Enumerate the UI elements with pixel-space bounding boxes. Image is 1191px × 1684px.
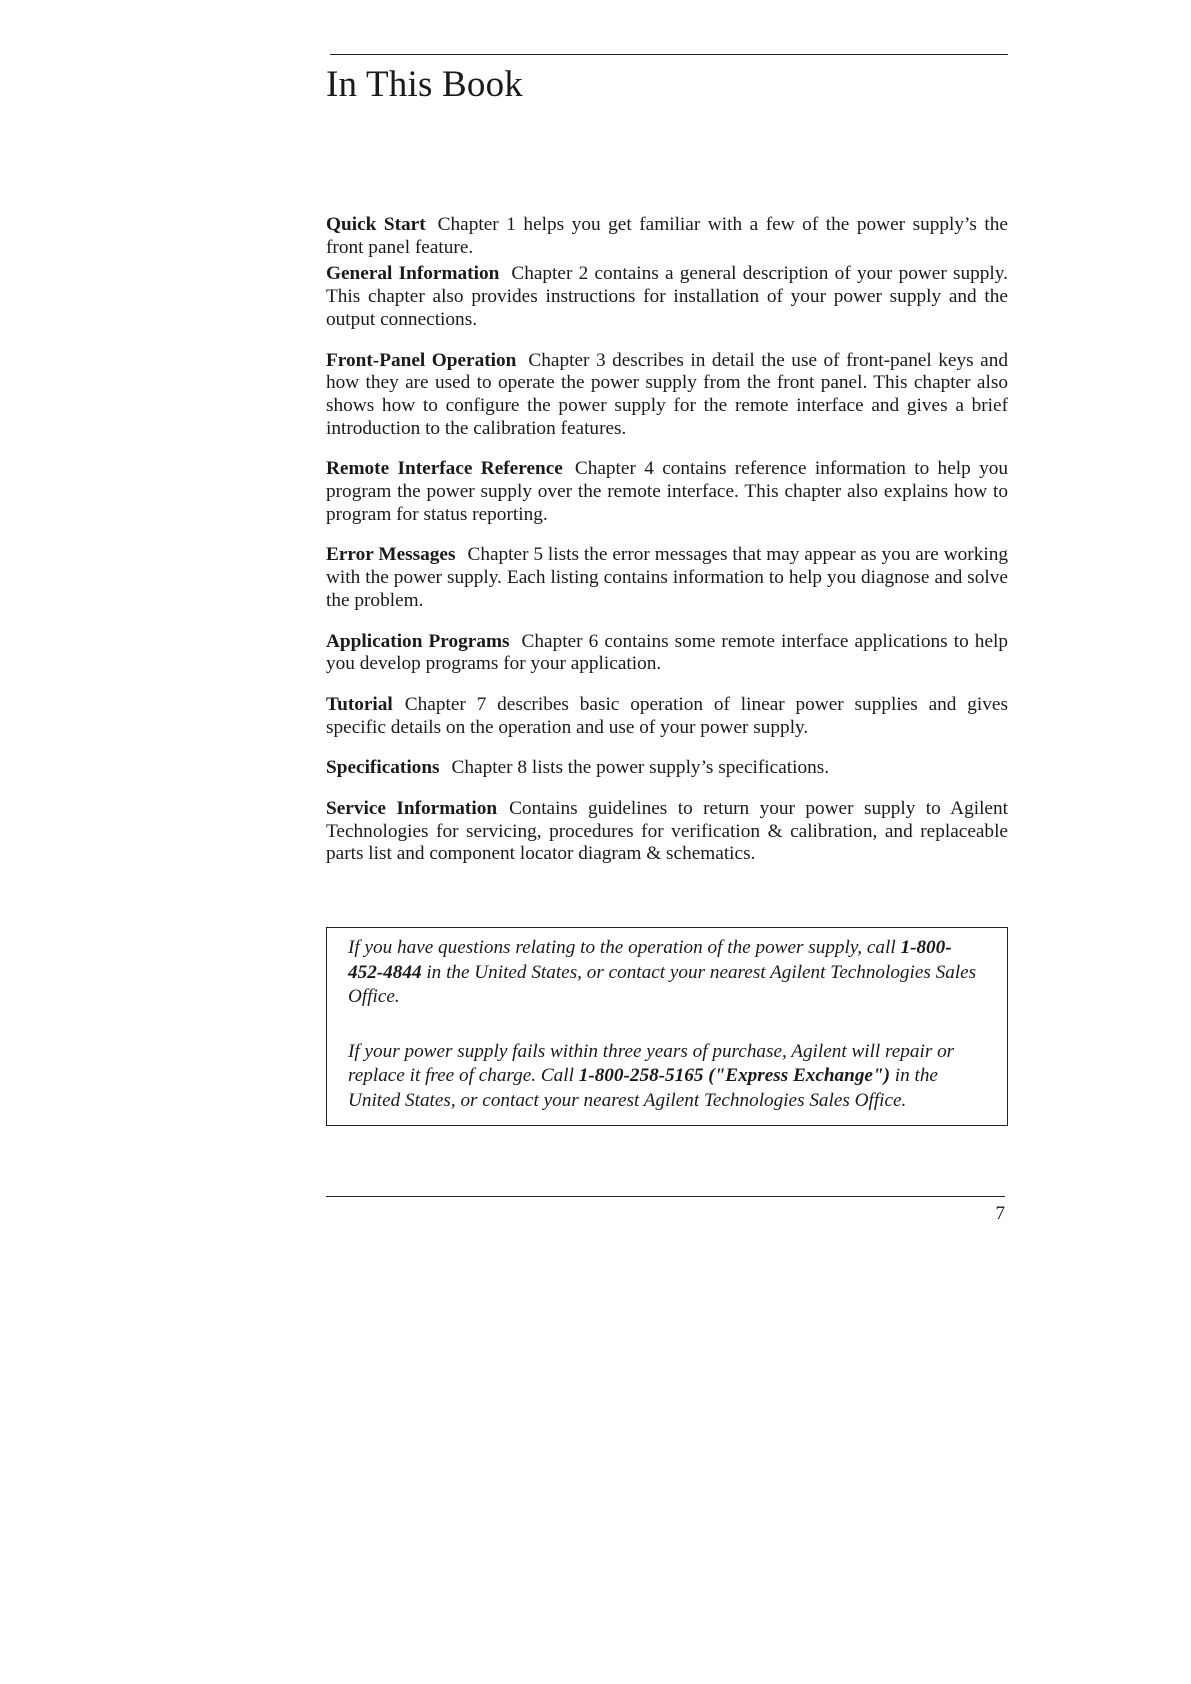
chapter-entry-error-messages bbox=[326, 544, 1008, 612]
note-text: If your power supply fails within three years of purchase, Agilent will repair or replace it free of charge. Call bbox=[348, 1040, 955, 1086]
entry-description: Chapter 5 lists the error messages that may appear as you are working with the power supply. Each listing contains information to help you diagnose and solve the problem. bbox=[326, 544, 1008, 611]
entry-description: Chapter 7 describes basic operation of linear power supplies and gives specific details on the operation and use of your power supply. bbox=[326, 693, 1008, 738]
entry-term: Specifications bbox=[326, 757, 440, 779]
entry-term: Tutorial bbox=[326, 693, 393, 715]
chapter-entry-application-programs bbox=[326, 631, 1008, 676]
support-phone-number: 1-800-452-4844 bbox=[348, 937, 952, 983]
note-text: If you have questions relating to the operation of the power supply, call bbox=[348, 937, 901, 958]
chapter-entry-tutorial bbox=[326, 694, 1008, 739]
warranty-repair-note bbox=[348, 1040, 986, 1114]
note-text: in the United States, or contact your nearest Agilent Technologies Sales Office. bbox=[348, 961, 977, 1007]
express-exchange-phone-number: 1-800-258-5165 bbox=[578, 1065, 704, 1086]
chapter-entry-service-information bbox=[326, 798, 1008, 866]
entry-term: Error Messages bbox=[326, 544, 456, 566]
chapter-summary-list bbox=[326, 214, 1008, 866]
chapter-entry-specifications bbox=[326, 757, 1008, 780]
entry-term: Application Programs bbox=[326, 630, 510, 652]
chapter-entry-front-panel-operation bbox=[326, 350, 1008, 441]
footer-rule bbox=[326, 1196, 1005, 1197]
entry-term: Remote Interface Reference bbox=[326, 458, 563, 480]
entry-description: Chapter 2 contains a general description of your power supply. This chapter also provides instructions for installation of your power supply and the output connections. bbox=[326, 263, 1008, 330]
chapter-entry-general-information bbox=[326, 263, 1008, 331]
entry-term: Service Information bbox=[326, 798, 498, 820]
entry-term: Front-Panel Operation bbox=[326, 349, 517, 371]
page-number: 7 bbox=[995, 1203, 1005, 1224]
support-note-box bbox=[326, 927, 1008, 1126]
entry-description: Contains guidelines to return your power supply to Agilent Technologies for servicing, procedures for verification & calibration, and replaceable parts list and component locator diagram & schematics. bbox=[326, 798, 1008, 865]
entry-term: Quick Start bbox=[326, 214, 426, 235]
chapter-entry-remote-interface-reference bbox=[326, 458, 1008, 526]
express-exchange-label: ("Express Exchange") bbox=[708, 1065, 890, 1086]
entry-description: Chapter 6 contains some remote interface applications to help you develop programs for your application. bbox=[326, 630, 1009, 675]
page-title: In This Book bbox=[326, 64, 524, 105]
entry-description: Chapter 8 lists the power supply’s specifications. bbox=[451, 757, 830, 779]
note-text: in the United States, or contact your nearest Agilent Technologies Sales Office. bbox=[348, 1065, 938, 1111]
entry-description: Chapter 1 helps you get familiar with a few of the power supply’s the front panel feature. bbox=[326, 214, 1008, 258]
entry-description: Chapter 3 describes in detail the use of front-panel keys and how they are used to operate the power supply from the front panel. This chapter also shows how to configure the power supply for the remote interface and gives a brief introduction to the calibration features. bbox=[326, 349, 1008, 439]
entry-term: General Information bbox=[326, 263, 500, 285]
header-rule bbox=[330, 54, 1008, 55]
entry-description: Chapter 4 contains reference information to help you program the power supply over the remote interface. This chapter also explains how to program for status reporting. bbox=[326, 458, 1009, 525]
support-question-note bbox=[348, 936, 986, 1010]
chapter-entry-quick-start bbox=[326, 214, 1008, 259]
